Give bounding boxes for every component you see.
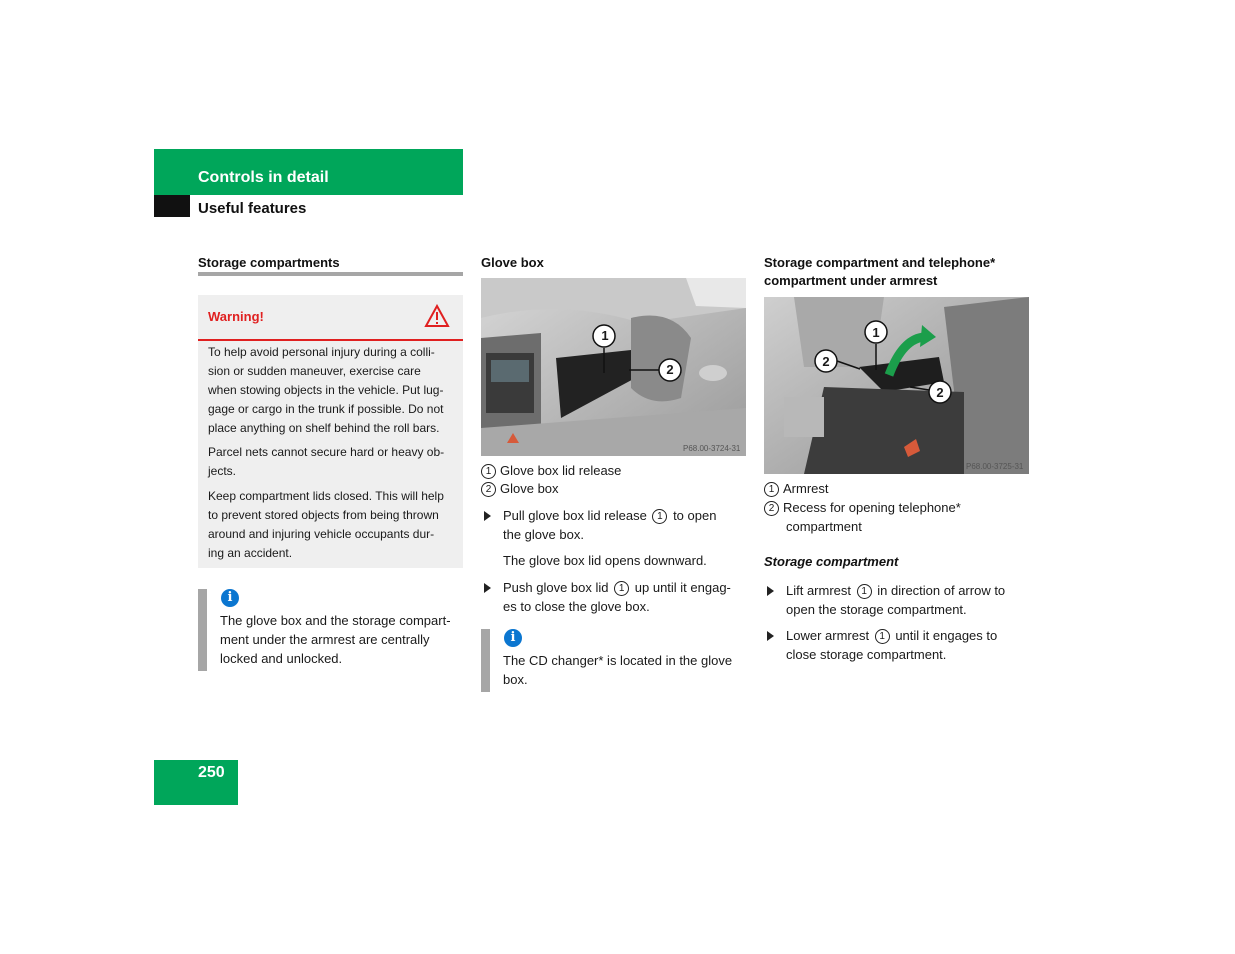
warning-line: place anything on shelf behind the roll bars. bbox=[208, 421, 440, 435]
info-line: ment under the armrest are centrally bbox=[220, 632, 430, 647]
warning-line: to prevent stored objects from being thrown bbox=[208, 508, 439, 522]
number-badge: 1 bbox=[481, 464, 496, 479]
warning-paragraph-2 bbox=[208, 443, 458, 481]
chapter-title: Controls in detail bbox=[198, 169, 329, 186]
heading-line: compartment under armrest bbox=[764, 273, 938, 288]
info-sidebar bbox=[481, 629, 490, 692]
step-text: Pull glove box lid release bbox=[503, 508, 647, 523]
number-badge: 2 bbox=[481, 482, 496, 497]
section-title: Useful features bbox=[198, 200, 307, 217]
glove-box-heading: Glove box bbox=[481, 255, 544, 270]
number-badge: 1 bbox=[875, 629, 890, 644]
callout-2: 2 bbox=[822, 354, 830, 369]
info-icon: i bbox=[504, 629, 522, 647]
legend-item-2 bbox=[481, 479, 559, 498]
number-badge: 1 bbox=[857, 584, 872, 599]
warning-line: sion or sudden maneuver, exercise care bbox=[208, 364, 421, 378]
armrest-callouts bbox=[764, 297, 1029, 474]
warning-line: when stowing objects in the vehicle. Put lug- bbox=[208, 383, 444, 397]
warning-line: around and injuring vehicle occupants dur- bbox=[208, 527, 435, 541]
heading-rule bbox=[198, 272, 463, 276]
info-sidebar bbox=[198, 589, 207, 671]
storage-heading: Storage compartments bbox=[198, 255, 340, 270]
warning-line: jects. bbox=[208, 464, 237, 478]
bullet-arrow-icon bbox=[767, 586, 774, 596]
warning-box bbox=[198, 295, 463, 568]
info-line: The glove box and the storage compart- bbox=[220, 613, 451, 628]
photo-ref-code: P68.00-3725-31 bbox=[966, 462, 1024, 471]
warning-line: Parcel nets cannot secure hard or heavy ob- bbox=[208, 445, 445, 459]
info-line: The CD changer* is located in the glove bbox=[503, 653, 733, 668]
info-line: locked and unlocked. bbox=[220, 651, 343, 666]
step-open-glove-box bbox=[503, 506, 753, 544]
step-text: close storage compartment. bbox=[786, 647, 947, 662]
step-text: until it engages to bbox=[895, 628, 998, 643]
legend-text: Armrest bbox=[783, 481, 829, 496]
info-note-central-lock bbox=[220, 611, 470, 668]
step-note: The glove box lid opens downward. bbox=[503, 553, 707, 568]
bullet-arrow-icon bbox=[767, 631, 774, 641]
number-badge: 1 bbox=[652, 509, 667, 524]
step-text: the glove box. bbox=[503, 527, 584, 542]
warning-paragraph-3 bbox=[208, 487, 458, 563]
heading-line: Storage compartment and telephone* bbox=[764, 255, 996, 270]
warning-paragraph-1 bbox=[208, 343, 458, 438]
step-text: es to close the glove box. bbox=[503, 599, 650, 614]
bullet-arrow-icon bbox=[484, 583, 491, 593]
warning-line: Keep compartment lids closed. This will help bbox=[208, 489, 444, 503]
step-text: in direction of arrow to bbox=[877, 583, 1006, 598]
number-badge: 1 bbox=[764, 482, 779, 497]
page-number: 250 bbox=[198, 764, 225, 781]
storage-subheading: Storage compartment bbox=[764, 554, 899, 569]
step-text: open the storage compartment. bbox=[786, 602, 967, 617]
legend-text: Recess for opening telephone* bbox=[783, 500, 961, 515]
info-line: box. bbox=[503, 672, 528, 687]
legend-text: compartment bbox=[786, 519, 862, 534]
step-text: up until it engag- bbox=[634, 580, 731, 595]
glove-box-callouts bbox=[481, 278, 746, 456]
step-lift-armrest bbox=[786, 581, 1036, 619]
info-icon: i bbox=[221, 589, 239, 607]
warning-line: ing an accident. bbox=[208, 546, 293, 560]
step-text: Lower armrest bbox=[786, 628, 870, 643]
photo-ref-code: P68.00-3724-31 bbox=[683, 444, 741, 453]
legend-item-2 bbox=[764, 498, 1024, 536]
warning-header bbox=[198, 295, 463, 341]
page-number-tab bbox=[154, 760, 238, 805]
number-badge: 2 bbox=[764, 501, 779, 516]
callout-2b: 2 bbox=[936, 385, 944, 400]
step-text: Lift armrest bbox=[786, 583, 852, 598]
step-text: Push glove box lid bbox=[503, 580, 609, 595]
legend-text: Glove box bbox=[500, 481, 559, 496]
step-close-glove-box bbox=[503, 578, 753, 616]
number-badge: 1 bbox=[614, 581, 629, 596]
legend-item-1 bbox=[764, 479, 829, 498]
step-text: to open bbox=[673, 508, 717, 523]
legend-text: Glove box lid release bbox=[500, 463, 622, 478]
callout-1: 1 bbox=[872, 325, 880, 340]
legend-item-1 bbox=[481, 461, 621, 480]
warning-line: To help avoid personal injury during a colli- bbox=[208, 345, 435, 359]
step-lower-armrest bbox=[786, 626, 1036, 664]
armrest-heading bbox=[764, 254, 995, 290]
bullet-arrow-icon bbox=[484, 511, 491, 521]
callout-2: 2 bbox=[666, 362, 674, 377]
section-marker bbox=[154, 195, 190, 217]
warning-title: Warning! bbox=[208, 309, 264, 324]
info-note-cd-changer bbox=[503, 651, 753, 689]
callout-1: 1 bbox=[601, 328, 609, 343]
warning-triangle-icon bbox=[424, 304, 450, 328]
warning-line: gage or cargo in the trunk if possible. Do not bbox=[208, 402, 444, 416]
